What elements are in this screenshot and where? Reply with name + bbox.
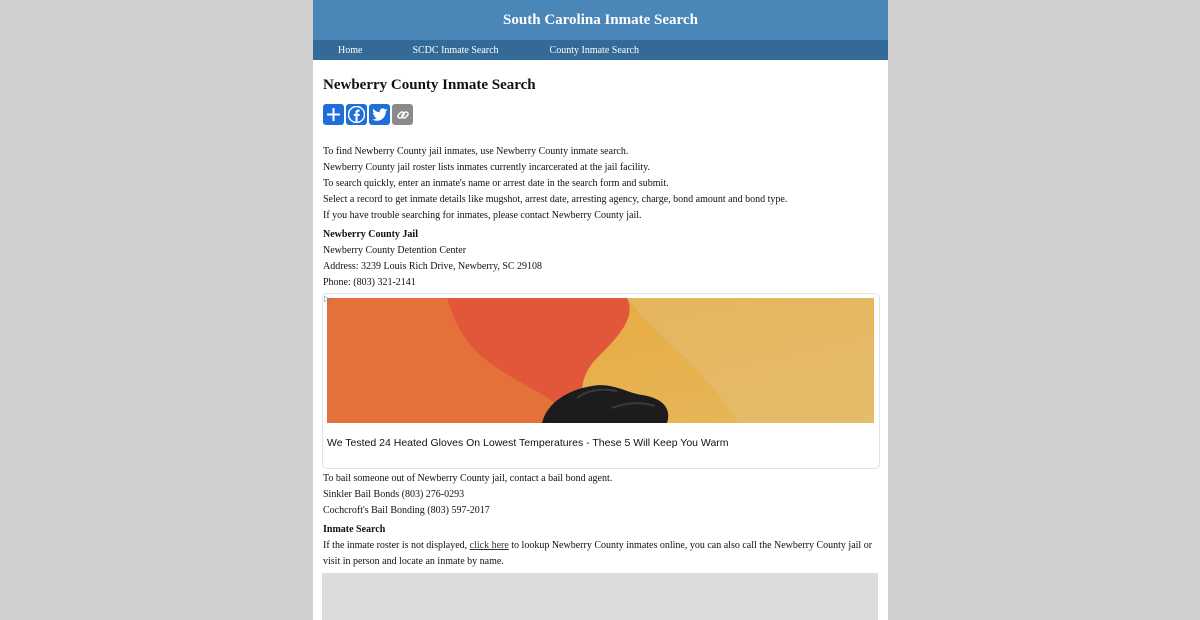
page-container [313,0,888,620]
ad-choices-icon[interactable]: ▷ [324,294,331,303]
click-here-link[interactable]: click here [469,540,509,551]
inmate-search-text [323,538,878,570]
intro-line: Newberry County jail roster lists inmates currently incarcerated at the jail facility. [323,162,651,173]
jail-name: Newberry County Detention Center [323,245,467,256]
advertisement[interactable] [322,293,880,469]
bail-line: To bail someone out of Newberry County jail, contact a bail bond agent. [323,473,613,484]
jail-info [323,227,542,291]
inmate-search-text-after: to lookup Newberry County inmates online, you can also call the Newberry County jail or visit in person and locate an inmate by name. [323,540,873,567]
bail-line: Cochcroft's Bail Bonding (803) 597-2017 [323,505,490,516]
page-title: Newberry County Inmate Search [323,77,536,93]
inmate-search-title: Inmate Search [323,524,386,535]
plus-share-icon[interactable] [323,104,344,125]
jail-title: Newberry County Jail [323,229,418,240]
jail-address: Address: 3239 Louis Rich Drive, Newberry, SC 29108 [323,261,543,272]
intro-text [323,144,787,224]
jail-phone: Phone: (803) 321-2141 [323,277,416,288]
nav-item-scdc-inmate-search[interactable]: SCDC Inmate Search [412,44,499,56]
intro-line: To search quickly, enter an inmate's name or arrest date in the search form and submit. [323,178,669,189]
site-title[interactable]: South Carolina Inmate Search [503,11,698,28]
bail-info [323,471,612,519]
nav-bar [313,40,888,60]
intro-line: Select a record to get inmate details like mugshot, arrest date, arresting agency, charge, bond amount and bond type. [323,194,788,205]
nav-item-county-inmate-search[interactable]: County Inmate Search [549,44,639,56]
facebook-icon[interactable] [346,104,367,125]
inmate-roster-frame[interactable] [322,573,878,620]
intro-line: If you have trouble searching for inmates, please contact Newberry County jail. [323,210,642,221]
inmate-search-text-before: If the inmate roster is not displayed, [323,540,470,551]
ad-caption[interactable]: We Tested 24 Heated Gloves On Lowest Temperatures - These 5 Will Keep You Warm [327,437,729,449]
bail-line: Sinkler Bail Bonds (803) 276-0293 [323,489,465,500]
site-header [313,0,888,40]
share-buttons [323,104,413,125]
inmate-search-section [323,522,878,570]
intro-line: To find Newberry County jail inmates, use Newberry County inmate search. [323,146,629,157]
nav-item-home[interactable]: Home [338,44,363,56]
ad-image[interactable] [327,298,874,423]
copy-link-icon[interactable] [392,104,413,125]
twitter-icon[interactable] [369,104,390,125]
